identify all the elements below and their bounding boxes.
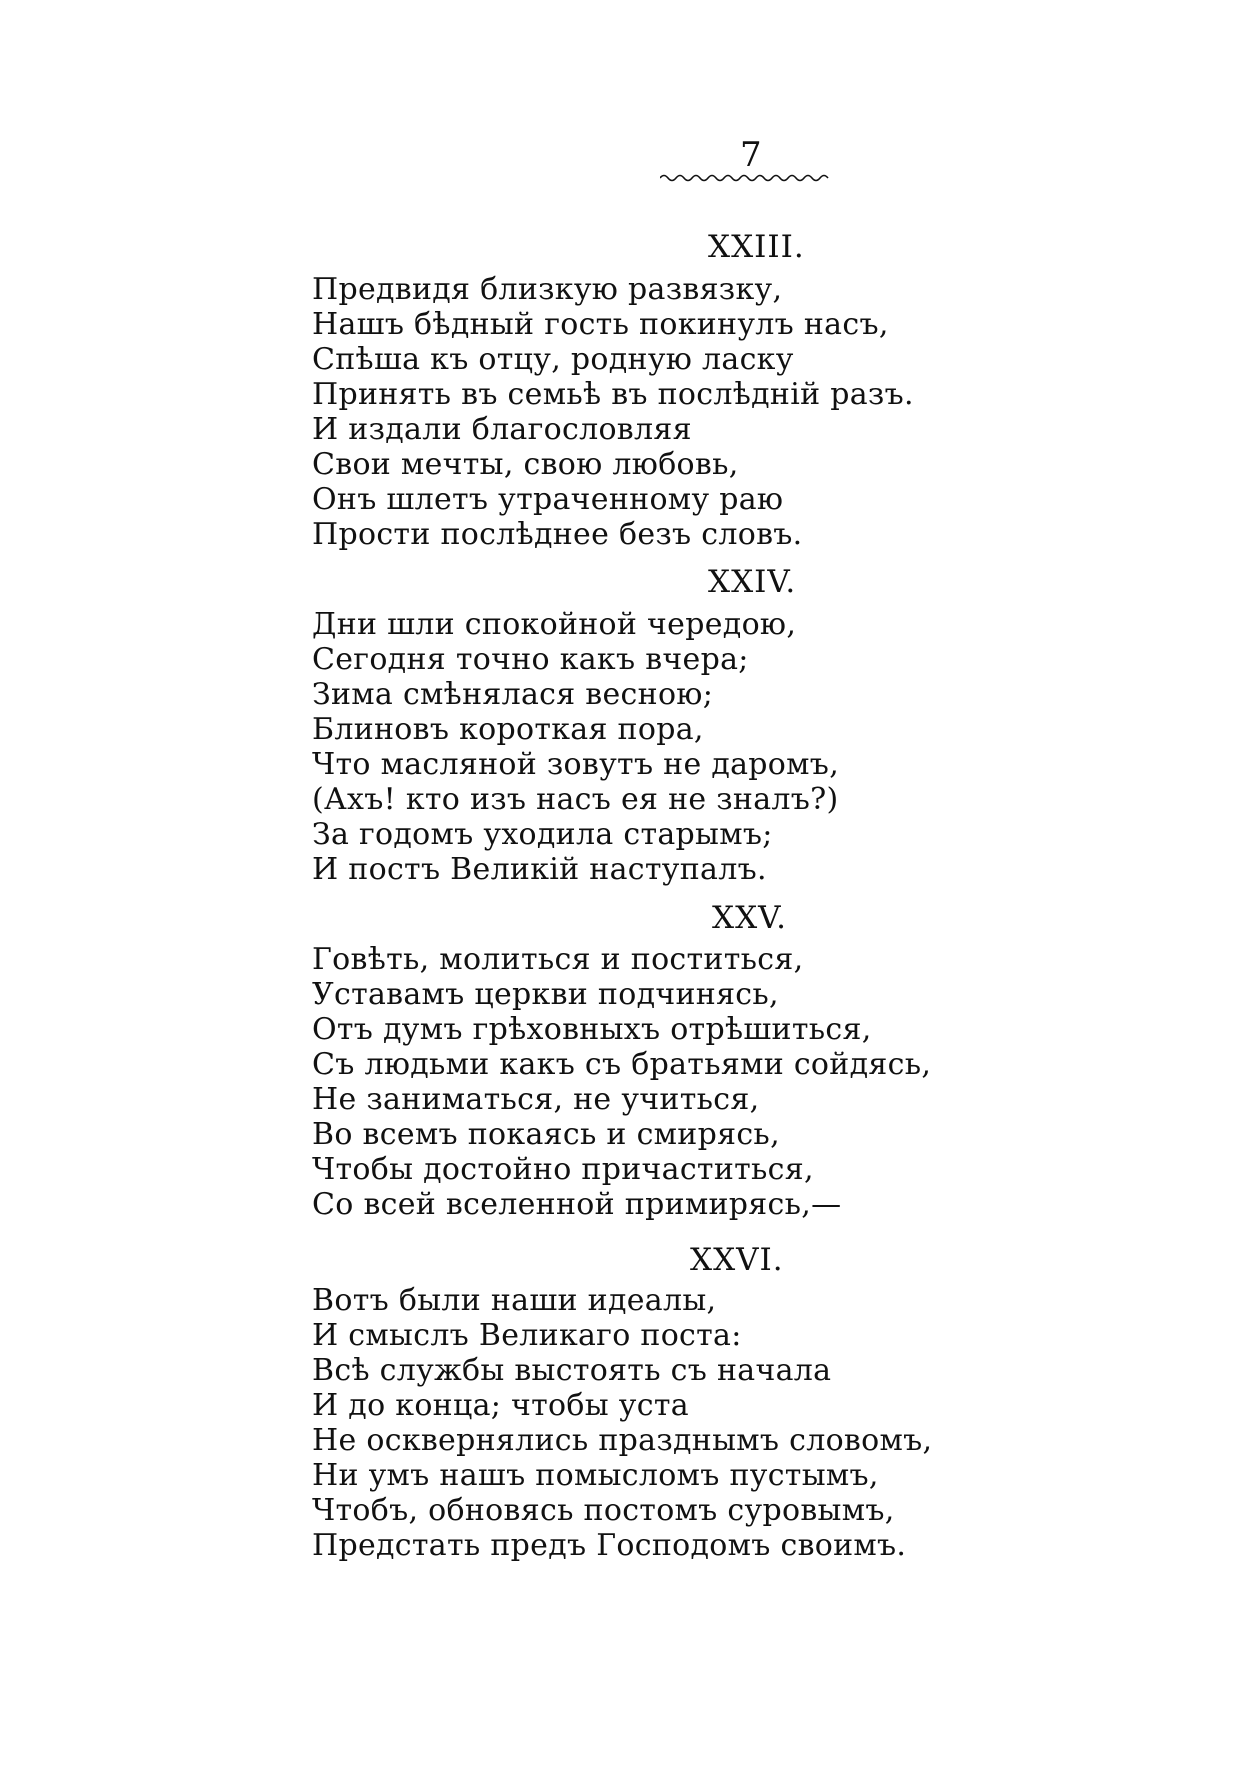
stanza-number: XXIII.	[708, 229, 805, 265]
verse-line: И издали благословляя	[312, 412, 692, 447]
verse-line: Зима смѣнялася весною;	[312, 677, 714, 712]
verse-line: Вотъ были наши идеалы,	[312, 1283, 717, 1318]
verse-line: (Ахъ! кто изъ насъ ея не зналъ?)	[312, 782, 839, 817]
verse-line: И смыслъ Великаго поста:	[312, 1318, 742, 1353]
verse-line: Не заниматься, не учиться,	[312, 1082, 760, 1117]
verse-line: Ни умъ нашъ помысломъ пустымъ,	[312, 1458, 879, 1493]
verse-line: Чтобъ, обновясь постомъ суровымъ,	[312, 1493, 895, 1528]
verse-line: Всѣ службы выстоять съ начала	[312, 1353, 832, 1388]
verse-line: Нашъ бѣдный гость покинулъ насъ,	[312, 307, 889, 342]
verse-line: Говѣть, молиться и поститься,	[312, 942, 804, 977]
verse-line: Спѣша къ отцу, родную ласку	[312, 342, 794, 377]
stanza	[312, 272, 1032, 552]
verse-line: Блиновъ короткая пора,	[312, 712, 704, 747]
page-number: 7	[740, 135, 762, 175]
verse-line: Уставамъ церкви подчинясь,	[312, 977, 779, 1012]
verse-line: Сегодня точно какъ вчера;	[312, 642, 749, 677]
verse-line: Принять въ семьѣ въ послѣднiй разъ.	[312, 377, 914, 412]
verse-line: Чтобы достойно причаститься,	[312, 1152, 814, 1187]
verse-line: Во всемъ покаясь и смирясь,	[312, 1117, 780, 1152]
verse-line: Отъ думъ грѣховныхъ отрѣшиться,	[312, 1012, 872, 1047]
verse-line: Дни шли спокойной чередою,	[312, 607, 797, 642]
stanza-number: XXIV.	[708, 564, 797, 600]
verse-line: Свои мечты, свою любовь,	[312, 447, 739, 482]
wavy-rule-ornament	[660, 172, 832, 184]
verse-line: Онъ шлетъ утраченному раю	[312, 482, 784, 517]
stanza-number: XXV.	[712, 900, 787, 936]
verse-line: Со всей вселенной примирясь,—	[312, 1187, 842, 1222]
verse-line: Съ людьми какъ съ братьями сойдясь,	[312, 1047, 932, 1082]
verse-line: За годомъ уходила старымъ;	[312, 817, 773, 852]
verse-line: Что масляной зовутъ не даромъ,	[312, 747, 840, 782]
verse-line: Предвидя близкую развязку,	[312, 272, 783, 307]
stanza-number: XXVI.	[690, 1242, 784, 1278]
verse-line: Прости послѣднее безъ словъ.	[312, 517, 803, 552]
verse-line: Предстать предъ Господомъ своимъ.	[312, 1528, 907, 1563]
stanza	[312, 1283, 1032, 1563]
verse-line: И постъ Великiй наступалъ.	[312, 852, 767, 887]
verse-line: И до конца; чтобы уста	[312, 1388, 689, 1423]
verse-line: Не осквернялись празднымъ словомъ,	[312, 1423, 933, 1458]
stanza	[312, 942, 1032, 1222]
stanza	[312, 607, 1032, 887]
